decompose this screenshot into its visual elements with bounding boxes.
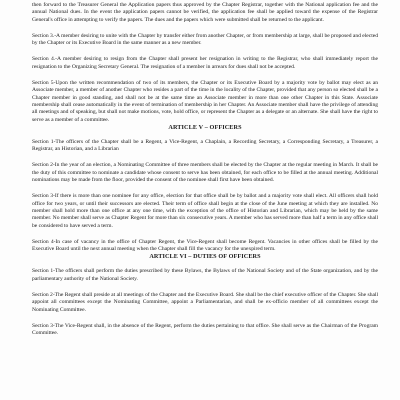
article-vi-heading: ARTICLE VI – DUTIES OF OFFICERS [149,253,261,261]
paragraph-section-4a: Section 4.-A member desiring to resign from the Chapter shall present her resignation in writing to the Registrar, who shall immediately report the resignation to the Organizing Secretary General. The resignation of a member in arrears for dues shall not be accepted. [32,56,378,70]
paragraph-v-section-1: Section 1-The officers of the Chapter shall be a Regent, a Vice-Regent, a Chaplain, a Recording Secretary, a Corresponding Secretary, a Treasurer, a Registrar, an Historian, and a Librarian [32,138,378,153]
paragraph-vi-section-2: Section 2-The Regent shall preside at all meetings of the Chapter and the Executive Board. She shall be the chief executive officer of the Chapter. She shall appoint all committees except the Nominating Committee, appoint a Parliamentarian, and shall be ex-officio member of all committees except the Nominating Committee. [32,292,378,313]
paragraph-application-continuation: then forward to the Treasurer General the Application papers thus approved by the Chapter Registrar, together with the National application fee and the annual National dues. In the event the application papers cannot be verified, the application fee shall be applied toward the expense of the Registrar General's office in attempting to verify the papers. The dues and the papers which were submitted shall be returned to the applicant. [32,2,378,23]
paragraph-v-section-3: Section 3-If there is more than one nominee for any office, election for that office shall be by ballot and a majority vote shall elect. All officers shall hold office for two years, or until their successors are elected. Their term of office shall begin at the close of the June meeting at which they are installed. No member shall hold more than one office at any one time, with the exception of the office of Historian and Librarian, which may be held by the same member. No member shall serve as Chapter Regent for more than six consecutive years. A member who has served more than half a term in any office shall be considered to have served a term. [32,193,378,229]
paragraph-vi-section-1: Section 1-The officers shall perform the duties prescribed by these Bylaws, the Bylaws of the National Society and of the State organization, and by the parliamentary authority of the National Society. [32,268,378,282]
paragraph-v-section-4: Section 4-In case of vacancy in the office of Chapter Regent, the Vice-Regent shall become Regent. Vacancies in other offices shall be filled by the Executive Board until the next annual meeting when the Chapter shall fill the vacancy for the unexpired term. [32,238,378,253]
article-v-heading: ARTICLE V – OFFICERS [168,123,242,131]
paragraph-section-5: Section 5-Upon the written recommendation of two of its members, the Chapter or its Executive Board by a majority vote by ballot may elect as an Associate member, a member of another Chapter who resides a part of the time in the locality of the Chapter, provided that any person so elected shall be a Chapter member in good standing, and shall not be at the same time an Associate member in more than one other Chapter in this State. Associate membership shall cease automatically in the event of termination of membership in her Chapter. An Associate member shall have the privilege of attending all meetings and of speaking, but shall not make motions, vote, hold office, or represent the Chapter as a delegate or an alternate. She shall have the right to serve as a member of a committee. [32,80,378,123]
paragraph-vi-section-3: Section 3-The Vice-Regent shall, in the absence of the Regent, perform the duties pertaining to that office. She shall serve as the Chairman of the Program Committee. [32,322,378,337]
paragraph-v-section-2: Section 2-In the year of an election, a Nominating Committee of three members shall be elected by the Chapter at the regular meeting in March. It shall be the duty of this committee to nominate a candidate whose consent to serve has been obtained, for each office to be filled at the annual meeting. Additional nominations may be made from the floor, provided the consent of the nominee shall first have been obtained. [32,162,378,184]
paragraph-section-3a: Section 3.-A member desiring to unite with the Chapter by transfer either from another Chapter, or from membership at large, shall be proposed and elected by the Chapter or its Executive Board in the same manner as a new member. [32,32,378,47]
